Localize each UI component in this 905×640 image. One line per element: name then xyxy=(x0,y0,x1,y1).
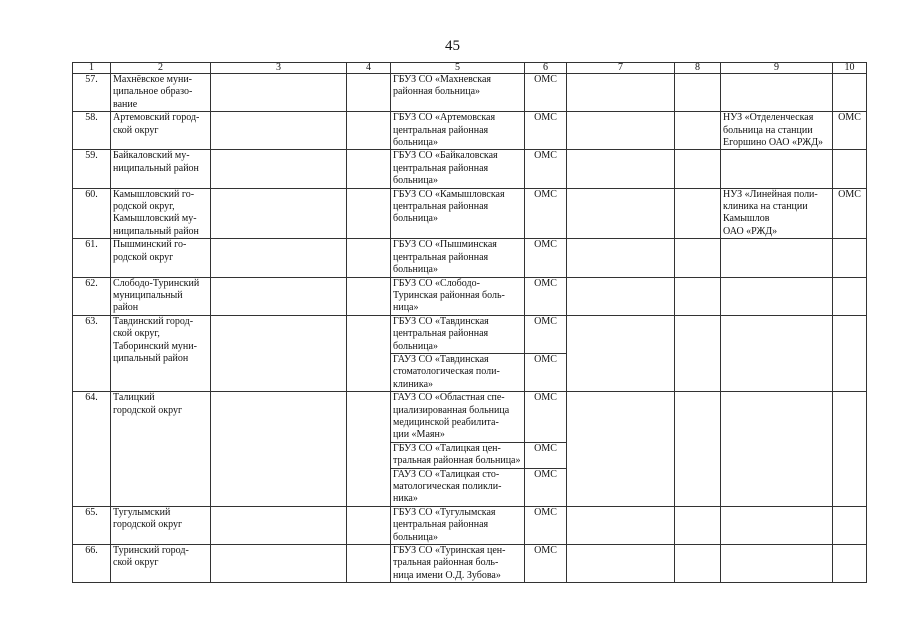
funding-cell: ОМС xyxy=(525,353,567,391)
railway-organization-cell xyxy=(721,74,833,112)
territory-cell: Туринский город- ской округ xyxy=(111,545,211,583)
funding-cell: ОМС xyxy=(525,392,567,443)
table-row xyxy=(73,545,867,583)
empty-cell xyxy=(567,239,675,277)
organization-cell: ГБУЗ СО «Тавдинская центральная районная больница» xyxy=(391,315,525,353)
column-number: 5 xyxy=(391,63,525,74)
empty-cell xyxy=(675,188,721,239)
empty-cell xyxy=(675,315,721,391)
empty-cell xyxy=(675,239,721,277)
empty-cell xyxy=(211,277,347,315)
empty-cell xyxy=(567,315,675,391)
row-number-cell: 63. xyxy=(73,315,111,391)
railway-funding-cell xyxy=(833,277,867,315)
page-number: 45 xyxy=(445,38,460,54)
railway-organization-cell xyxy=(721,277,833,315)
railway-funding-cell xyxy=(833,150,867,188)
empty-cell xyxy=(567,506,675,544)
funding-cell: ОМС xyxy=(525,506,567,544)
territory-cell: Пышминский го- родской округ xyxy=(111,239,211,277)
territory-cell: Махнёвское муни- ципальное образо- вание xyxy=(111,74,211,112)
funding-cell: ОМС xyxy=(525,277,567,315)
row-number-cell: 62. xyxy=(73,277,111,315)
empty-cell xyxy=(347,150,391,188)
row-number-cell: 65. xyxy=(73,506,111,544)
empty-cell xyxy=(347,545,391,583)
territory-cell: Талицкий городской округ xyxy=(111,392,211,507)
empty-cell xyxy=(347,188,391,239)
empty-cell xyxy=(675,277,721,315)
organization-cell: ГБУЗ СО «Пышминская центральная районная больница» xyxy=(391,239,525,277)
empty-cell xyxy=(347,74,391,112)
column-number: 1 xyxy=(73,63,111,74)
railway-organization-cell xyxy=(721,315,833,391)
column-number: 8 xyxy=(675,63,721,74)
territory-cell: Тугулымский городской округ xyxy=(111,506,211,544)
empty-cell xyxy=(211,315,347,391)
organization-cell: ГБУЗ СО «Камышловская центральная районная больница» xyxy=(391,188,525,239)
column-number-row xyxy=(73,63,867,74)
funding-cell: ОМС xyxy=(525,112,567,150)
organization-cell: ГАУЗ СО «Тавдинская стоматологическая поли- клиника» xyxy=(391,353,525,391)
empty-cell xyxy=(675,392,721,507)
empty-cell xyxy=(347,239,391,277)
funding-cell: ОМС xyxy=(525,188,567,239)
funding-cell: ОМС xyxy=(525,315,567,353)
funding-cell: ОМС xyxy=(525,74,567,112)
organizations-table xyxy=(72,62,867,583)
territory-cell: Слободо-Туринский муниципальный район xyxy=(111,277,211,315)
empty-cell xyxy=(675,545,721,583)
organization-cell: ГБУЗ СО «Туринская цен- тральная районная боль- ница имени О.Д. Зубова» xyxy=(391,545,525,583)
empty-cell xyxy=(675,74,721,112)
railway-organization-cell: НУЗ «Линейная поли- клиника на станции Камышлов ОАО «РЖД» xyxy=(721,188,833,239)
territory-cell: Артемовский город- ской округ xyxy=(111,112,211,150)
funding-cell: ОМС xyxy=(525,468,567,506)
organization-cell: ГБУЗ СО «Тугулымская центральная районная больница» xyxy=(391,506,525,544)
railway-organization-cell: НУЗ «Отделенческая больница на станции Егоршино ОАО «РЖД» xyxy=(721,112,833,150)
table-row xyxy=(73,506,867,544)
empty-cell xyxy=(347,506,391,544)
empty-cell xyxy=(211,188,347,239)
funding-cell: ОМС xyxy=(525,150,567,188)
empty-cell xyxy=(567,112,675,150)
empty-cell xyxy=(211,150,347,188)
row-number-cell: 64. xyxy=(73,392,111,507)
column-number: 3 xyxy=(211,63,347,74)
organization-cell: ГАУЗ СО «Областная спе- циализированная больница медицинской реабилита- ции «Маян» xyxy=(391,392,525,443)
railway-funding-cell xyxy=(833,239,867,277)
railway-organization-cell xyxy=(721,150,833,188)
funding-cell: ОМС xyxy=(525,239,567,277)
column-number: 4 xyxy=(347,63,391,74)
row-number-cell: 60. xyxy=(73,188,111,239)
organization-cell: ГБУЗ СО «Махневская районная больница» xyxy=(391,74,525,112)
empty-cell xyxy=(567,150,675,188)
funding-cell: ОМС xyxy=(525,545,567,583)
empty-cell xyxy=(211,239,347,277)
empty-cell xyxy=(567,188,675,239)
empty-cell xyxy=(675,506,721,544)
railway-funding-cell xyxy=(833,74,867,112)
empty-cell xyxy=(211,74,347,112)
column-number: 7 xyxy=(567,63,675,74)
empty-cell xyxy=(211,392,347,507)
empty-cell xyxy=(675,150,721,188)
organization-cell: ГАУЗ СО «Талицкая сто- матологическая поликли- ника» xyxy=(391,468,525,506)
row-number-cell: 66. xyxy=(73,545,111,583)
railway-organization-cell xyxy=(721,239,833,277)
railway-organization-cell xyxy=(721,545,833,583)
empty-cell xyxy=(347,112,391,150)
empty-cell xyxy=(567,74,675,112)
empty-cell xyxy=(211,545,347,583)
table-row xyxy=(73,188,867,239)
railway-funding-cell xyxy=(833,315,867,391)
column-number: 9 xyxy=(721,63,833,74)
row-number-cell: 61. xyxy=(73,239,111,277)
row-number-cell: 59. xyxy=(73,150,111,188)
empty-cell xyxy=(347,277,391,315)
railway-funding-cell: ОМС xyxy=(833,112,867,150)
table-row xyxy=(73,74,867,112)
column-number: 10 xyxy=(833,63,867,74)
funding-cell: ОМС xyxy=(525,442,567,468)
organization-cell: ГБУЗ СО «Байкаловская центральная районная больница» xyxy=(391,150,525,188)
territory-cell: Байкаловский му- ниципальный район xyxy=(111,150,211,188)
row-number-cell: 58. xyxy=(73,112,111,150)
column-number: 6 xyxy=(525,63,567,74)
empty-cell xyxy=(567,545,675,583)
organization-cell: ГБУЗ СО «Артемовская центральная районная больница» xyxy=(391,112,525,150)
railway-funding-cell: ОМС xyxy=(833,188,867,239)
column-number: 2 xyxy=(111,63,211,74)
table-row xyxy=(73,315,867,353)
railway-funding-cell xyxy=(833,392,867,507)
empty-cell xyxy=(675,112,721,150)
row-number-cell: 57. xyxy=(73,74,111,112)
empty-cell xyxy=(211,112,347,150)
railway-funding-cell xyxy=(833,506,867,544)
railway-organization-cell xyxy=(721,392,833,507)
empty-cell xyxy=(347,315,391,391)
empty-cell xyxy=(567,277,675,315)
territory-cell: Камышловский го- родской округ, Камышловский му- ниципальный район xyxy=(111,188,211,239)
empty-cell xyxy=(211,506,347,544)
territory-cell: Тавдинский город- ской округ, Таборинский муни- ципальный район xyxy=(111,315,211,391)
empty-cell xyxy=(567,392,675,507)
railway-organization-cell xyxy=(721,506,833,544)
organization-cell: ГБУЗ СО «Слободо- Туринская районная боль- ница» xyxy=(391,277,525,315)
table-row xyxy=(73,112,867,150)
railway-funding-cell xyxy=(833,545,867,583)
table-row xyxy=(73,392,867,443)
empty-cell xyxy=(347,392,391,507)
organization-cell: ГБУЗ СО «Талицкая цен- тральная районная больница» xyxy=(391,442,525,468)
table-row xyxy=(73,239,867,277)
table-row xyxy=(73,150,867,188)
table-row xyxy=(73,277,867,315)
